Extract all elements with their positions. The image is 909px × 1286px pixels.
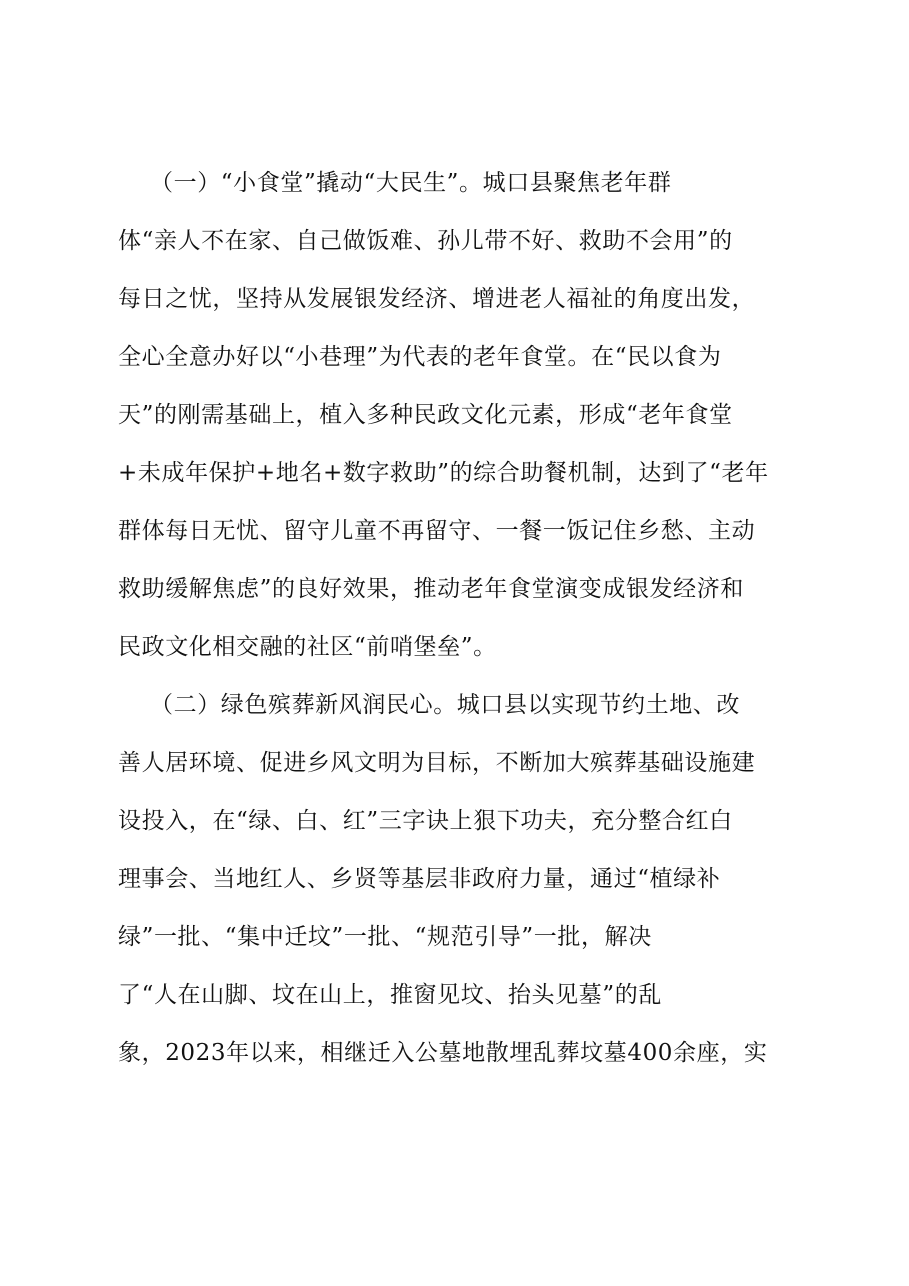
paragraph-1-line-3: 每日之忧，坚持从发展银发经济、增进老人福祉的角度出发， xyxy=(118,286,756,312)
paragraph-2-line-1: （二）绿色殡葬新风润民心。城口县以实现节约土地、改 xyxy=(150,692,740,718)
paragraph-2-line-6: 了“人在山脚、坟在山上，推窗见坟、抬头见墓”的乱 xyxy=(118,982,662,1008)
paragraph-1-line-7: 群体每日无忧、留守儿童不再留守、一餐一饭记住乡愁、主动 xyxy=(118,518,756,544)
paragraph-2-line-4: 理事会、当地红人、乡贤等基层非政府力量，通过“植绿补 xyxy=(118,866,721,892)
paragraph-1-line-9: 民政文化相交融的社区“前哨堡垒”。 xyxy=(118,634,497,660)
paragraph-2-line-5: 绿”一批、“集中迁坟”一批、“规范引导”一批，解决 xyxy=(118,924,652,950)
paragraph-1-line-5: 天”的刚需基础上，植入多种民政文化元素，形成“老年食堂 xyxy=(118,402,733,428)
paragraph-2-line-3: 设投入，在“绿、白、红”三字诀上狠下功夫，充分整合红白 xyxy=(118,808,733,834)
paragraph-1-line-6: +未成年保护+地名+数字救助”的综合助餐机制，达到了“老年 xyxy=(118,460,769,486)
paragraph-2-line-7: 象，2023年以来，相继迁入公墓地散埋乱葬坟墓400余座，实 xyxy=(118,1040,768,1066)
paragraph-1-line-4: 全心全意办好以“小巷理”为代表的老年食堂。在“民以食为 xyxy=(118,344,722,370)
paragraph-1-line-2: 体“亲人不在家、自己做饭难、孙儿带不好、救助不会用”的 xyxy=(118,228,733,254)
paragraph-1-line-8: 救助缓解焦虑”的良好效果，推动老年食堂演变成银发经济和 xyxy=(118,576,744,602)
paragraph-2-line-2: 善人居环境、促进乡风文明为目标，不断加大殡葬基础设施建 xyxy=(118,750,756,776)
paragraph-1-line-1: （一）“小食堂”撬动“大民生”。城口县聚焦老年群 xyxy=(150,170,672,196)
